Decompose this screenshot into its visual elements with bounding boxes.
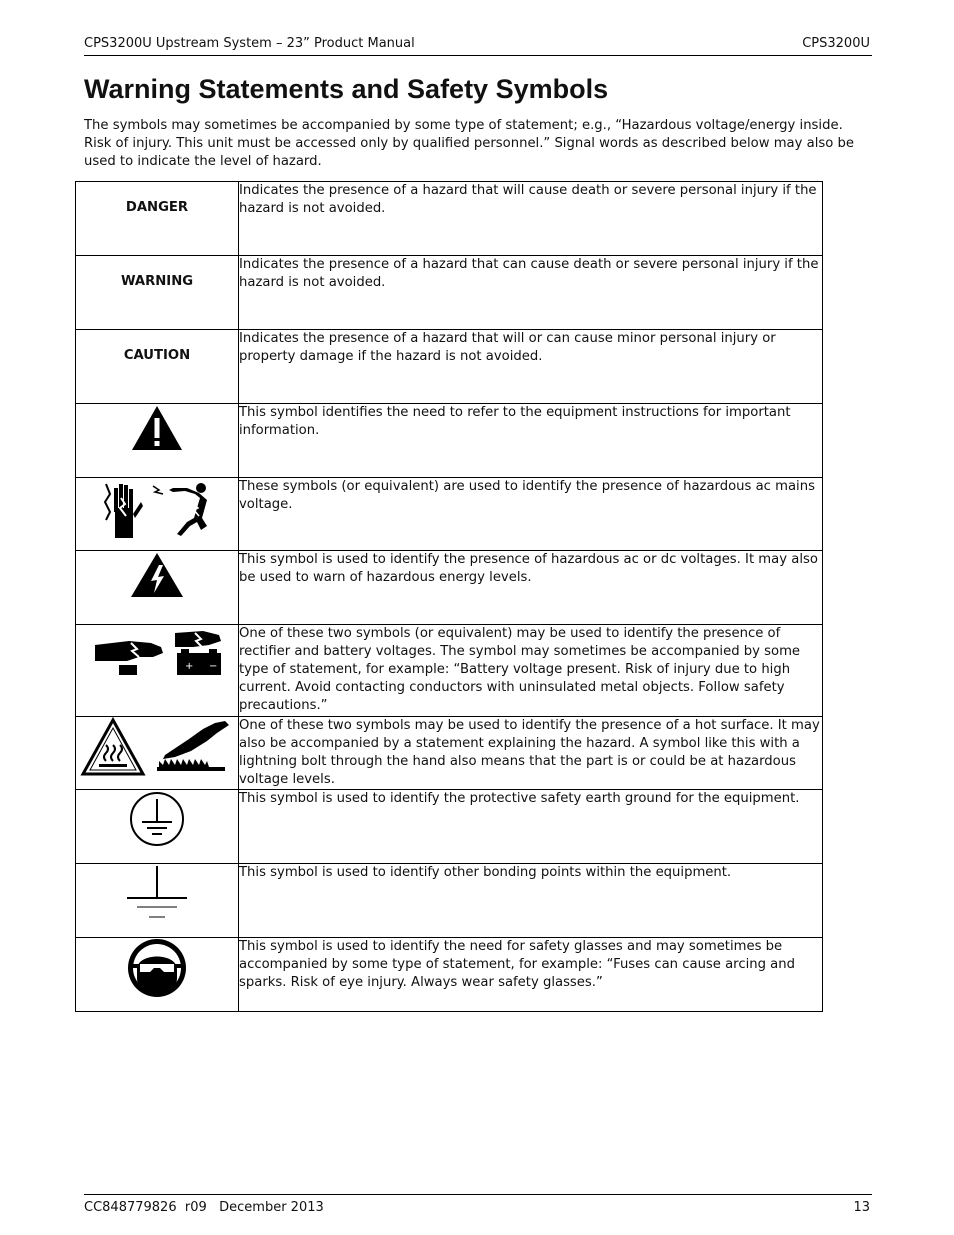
symbol-cell [76,938,239,1012]
symbol-cell [76,790,239,864]
header-product: CPS3200U [802,36,870,51]
signal-word-caution: CAUTION [123,348,191,363]
description-cell: These symbols (or equivalent) are used to identify the presence of hazardous ac mains voltage. [239,478,823,551]
symbol-cell [76,864,239,938]
description-cell: This symbol is used to identify the need for safety glasses and may sometimes be accompanied by some type of statement, for example: “Fuses can cause arcing and sparks. Risk of eye injury. Always wear safety glasses.” [239,938,823,1012]
hot-surface-icon [79,717,235,777]
footer-doc-id: CC848779826 r09 December 2013 [84,1200,324,1215]
safety-symbols-table [75,181,823,1012]
svg-text:−: − [209,661,218,672]
table-row [76,717,823,790]
description-cell: One of these two symbols may be used to identify the presence of a hot surface. It may also be accompanied by a statement explaining the hazard. A symbol like this with a lightning bolt through the hand also means that the part is or could be at hazardous voltage levels. [239,717,823,790]
svg-text:+: + [185,661,194,672]
description-cell: This symbol is used to identify the protective safety earth ground for the equipment. [239,790,823,864]
signal-word-warning: WARNING [120,274,194,289]
exclamation-triangle-icon [130,404,184,452]
description-cell: One of these two symbols (or equivalent) may be used to identify the presence of rectifier and battery voltages. The symbol may sometimes be accompanied by some type of statement, for example: “Battery voltage present. Risk of injury due to high current. Avoid contacting conductors with uninsulated metal objects. Follow safety precautions.” [239,625,823,717]
page-footer [84,1194,872,1215]
page-number: 13 [853,1200,870,1215]
table-row [76,256,823,330]
description-cell: This symbol is used to identify other bonding points within the equipment. [239,864,823,938]
table-row [76,625,823,717]
symbol-cell [76,717,239,790]
symbol-cell [76,551,239,625]
symbol-cell [76,182,239,256]
protective-earth-icon [127,790,187,848]
table-row [76,182,823,256]
page-header [84,34,872,56]
table-row [76,404,823,478]
table-row [76,330,823,404]
description-cell: Indicates the presence of a hazard that will cause death or severe personal injury if the hazard is not avoided. [239,182,823,256]
description-cell: This symbol identifies the need to refer to the equipment instructions for important information. [239,404,823,478]
lightning-triangle-icon [129,551,185,599]
symbol-cell [76,625,239,717]
table-row [76,478,823,551]
battery-shock-icon [91,625,223,677]
page-title: Warning Statements and Safety Symbols [84,74,609,104]
description-cell: Indicates the presence of a hazard that will or can cause minor personal injury or property damage if the hazard is not avoided. [239,330,823,404]
table-row [76,790,823,864]
symbol-cell [76,330,239,404]
description-cell: This symbol is used to identify the presence of hazardous ac or dc voltages. It may also be used to warn of hazardous energy levels. [239,551,823,625]
symbol-cell [76,404,239,478]
bonding-ground-icon [125,864,189,922]
table-row [76,938,823,1012]
hand-and-person-shock-icon [97,478,217,540]
safety-glasses-icon [126,938,188,998]
intro-paragraph: The symbols may sometimes be accompanied by some type of statement; e.g., “Hazardous voltage/energy inside. Risk of injury. This unit must be accessed only by qualified personnel.” Signal words as described below may also be used to indicate the level of hazard. [84,118,854,169]
table-row [76,864,823,938]
signal-word-danger: DANGER [125,200,189,215]
symbol-cell [76,256,239,330]
header-title: CPS3200U Upstream System – 23” Product Manual [84,36,415,51]
symbol-cell [76,478,239,551]
table-row [76,551,823,625]
description-cell: Indicates the presence of a hazard that can cause death or severe personal injury if the hazard is not avoided. [239,256,823,330]
